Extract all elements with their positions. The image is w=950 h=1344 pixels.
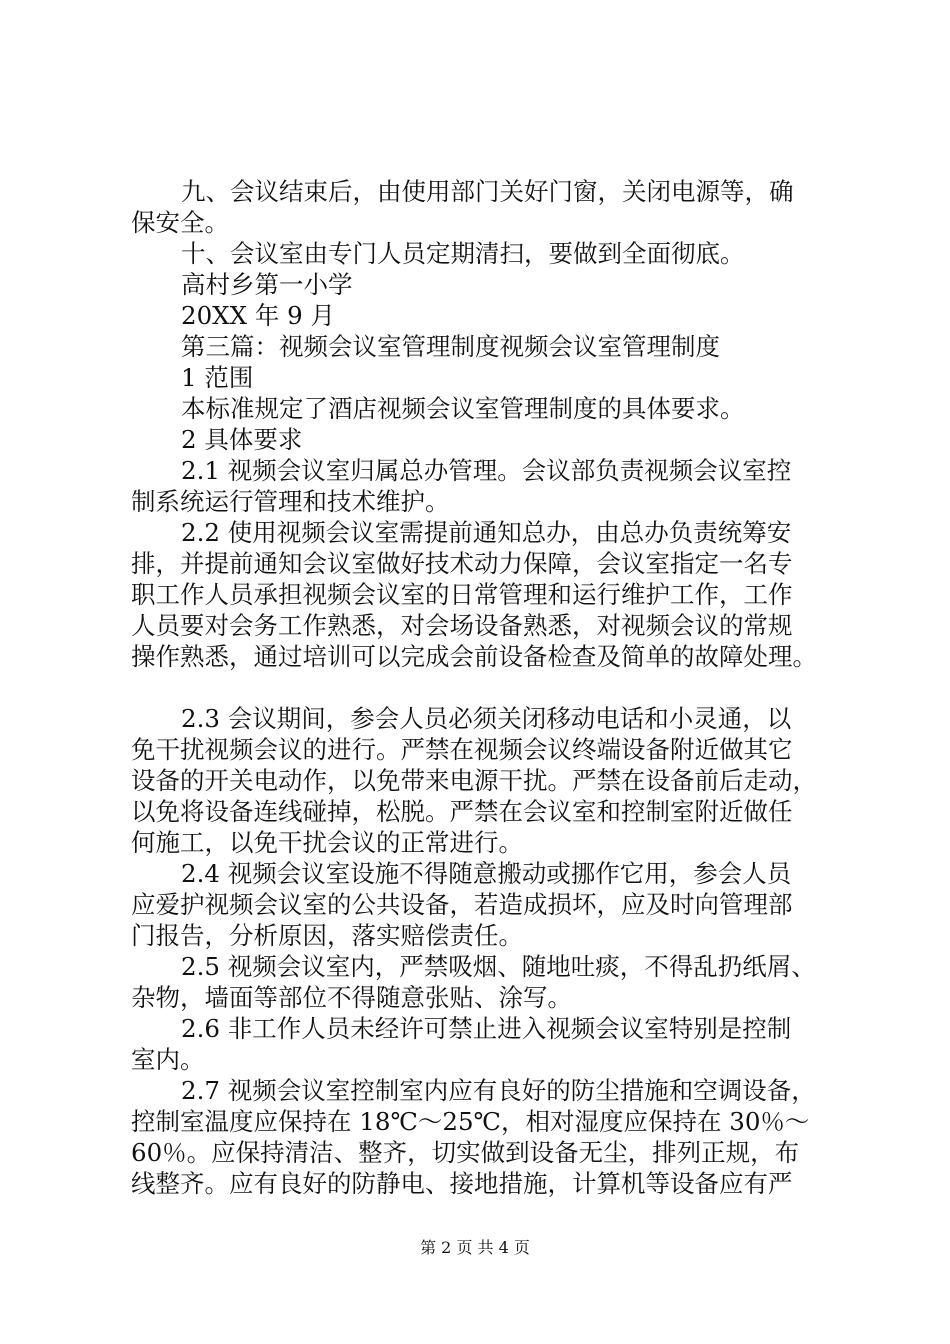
text-line: 2.1 视频会议室归属总办管理。会议部负责视频会议室控 [181, 456, 792, 485]
text-line: 1 范围 [181, 363, 254, 392]
text-line: 操作熟悉，通过培训可以完成会前设备检查及简单的故障处理。 [131, 642, 817, 671]
text-line: 线整齐。应有良好的防静电、接地措施，计算机等设备应有严 [131, 1169, 793, 1198]
text-line: 2.3 会议期间，参会人员必须关闭移动电话和小灵通，以 [181, 704, 792, 733]
text-line: 2.7 视频会议室控制室内应有良好的防尘措施和空调设备， [181, 1076, 816, 1105]
text-line: 2.2 使用视频会议室需提前通知总办，由总办负责统筹安 [181, 518, 792, 547]
text-line: 杂物，墙面等部位不得随意张贴、涂写。 [131, 983, 572, 1012]
text-line: 20XX 年 9 月 [181, 301, 336, 330]
text-line: 何施工，以免干扰会议的正常进行。 [131, 828, 523, 857]
text-line: 高村乡第一小学 [181, 270, 353, 299]
text-line: 本标准规定了酒店视频会议室管理制度的具体要求。 [181, 394, 745, 423]
text-line: 2.5 视频会议室内，严禁吸烟、随地吐痰，不得乱扔纸屑、 [181, 952, 816, 981]
page-footer: 第 2 页 共 4 页 [420, 1238, 530, 1257]
text-line: 2 具体要求 [181, 425, 303, 454]
text-line: 保安全。 [131, 208, 229, 237]
text-line: 应爱护视频会议室的公共设备，若造成损坏，应及时向管理部 [131, 890, 793, 919]
text-line: 60％。应保持清洁、整齐，切实做到设备无尘，排列正规，布 [131, 1138, 800, 1167]
text-line: 室内。 [131, 1045, 205, 1074]
text-line: 九、会议结束后，由使用部门关好门窗，关闭电源等，确 [181, 177, 794, 206]
text-line: 免干扰视频会议的进行。严禁在视频会议终端设备附近做其它 [131, 735, 793, 764]
text-line: 十、会议室由专门人员定期清扫，要做到全面彻底。 [181, 239, 745, 268]
text-line: 2.4 视频会议室设施不得随意搬动或挪作它用，参会人员 [181, 859, 792, 888]
text-line: 设备的开关电动作，以免带来电源干扰。严禁在设备前后走动， [131, 766, 817, 795]
text-line: 控制室温度应保持在 18℃～25℃，相对湿度应保持在 30％～ [131, 1107, 810, 1136]
text-line: 门报告，分析原因，落实赔偿责任。 [131, 921, 523, 950]
text-line: 职工作人员承担视频会议室的日常管理和运行维护工作，工作 [131, 580, 793, 609]
text-line: 2.6 非工作人员未经许可禁止进入视频会议室特别是控制 [181, 1014, 792, 1043]
text-line: 人员要对会务工作熟悉，对会场设备熟悉，对视频会议的常规 [131, 611, 793, 640]
text-line: 以免将设备连线碰掉，松脱。严禁在会议室和控制室附近做任 [131, 797, 793, 826]
text-line: 排，并提前通知会议室做好技术动力保障，会议室指定一名专 [131, 549, 793, 578]
text-line: 制系统运行管理和技术维护。 [131, 487, 450, 516]
section-heading: 第三篇：视频会议室管理制度视频会议室管理制度 [181, 332, 720, 361]
